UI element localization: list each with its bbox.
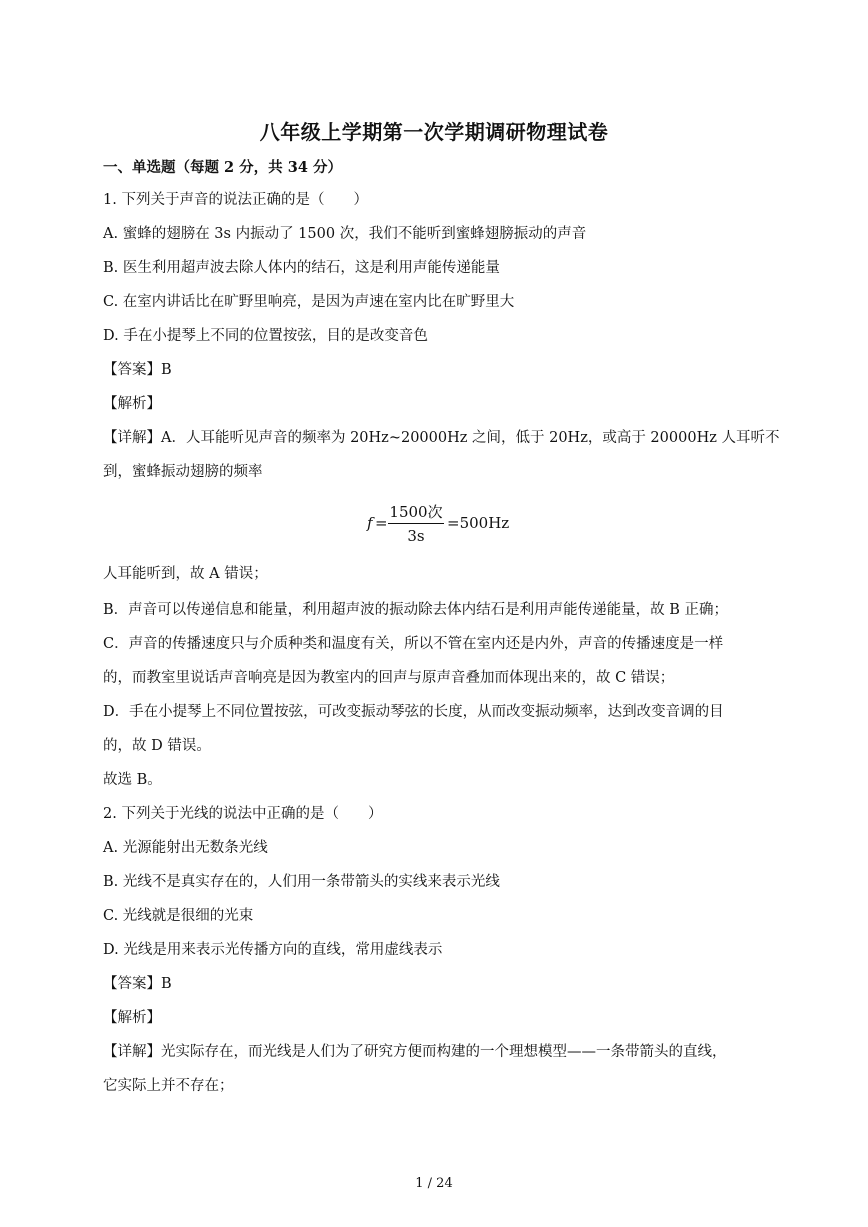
formula-fraction <box>388 502 444 546</box>
formula-variable: f <box>367 514 373 532</box>
question-1-option-b: B. 医生利用超声波去除人体内的结石，这是利用声能传递能量 <box>103 260 500 276</box>
document-title: 八年级上学期第一次学期调研物理试卷 <box>259 120 609 144</box>
question-2-explanation-line: 【详解】光实际存在，而光线是人们为了研究方便而构建的一个理想模型——一条带箭头的直线， <box>103 1044 727 1060</box>
question-1-explanation-line: 【详解】A．人耳能听见声音的频率为 20Hz~20000Hz 之间，低于 20Hz，或高于 20000Hz 人耳听不 <box>103 430 780 446</box>
formula-result: =500Hz <box>447 514 510 532</box>
fraction-bar <box>388 523 444 524</box>
page-number: 1 / 24 <box>415 1176 453 1191</box>
question-1-explanation-line: 的，故 D 错误。 <box>103 738 211 754</box>
formula-denominator: 3s <box>407 527 425 545</box>
question-1-analysis-label: 【解析】 <box>103 396 161 412</box>
question-2-explanation-line: 它实际上并不存在； <box>103 1078 234 1094</box>
question-2-analysis-label: 【解析】 <box>103 1010 161 1026</box>
question-1-option-a: A. 蜜蜂的翅膀在 3s 内振动了 1500 次，我们不能听到蜜蜂翅膀振动的声音 <box>103 226 587 242</box>
question-2-option-c: C. 光线就是很细的光束 <box>103 908 254 924</box>
question-1-explanation-line: 到，蜜蜂振动翅膀的频率 <box>103 464 263 480</box>
question-2-option-b: B. 光线不是真实存在的，人们用一条带箭头的实线来表示光线 <box>103 874 500 890</box>
question-2-option-d: D. 光线是用来表示光传播方向的直线，常用虚线表示 <box>103 942 443 958</box>
question-1-explanation-line: C．声音的传播速度只与介质种类和温度有关，所以不管在室内还是内外，声音的传播速度是一样 <box>103 636 724 652</box>
question-1-explanation-line: B．声音可以传递信息和能量，利用超声波的振动除去体内结石是利用声能传递能量，故 B 正确； <box>103 602 729 618</box>
question-2-stem: 2. 下列关于光线的说法中正确的是（ ） <box>103 806 383 822</box>
section-heading: 一、单选题（每题 2 分，共 34 分） <box>103 159 342 176</box>
question-1-explanation-line: 人耳能听到，故 A 错误； <box>103 566 268 582</box>
question-2-option-a: A. 光源能射出无数条光线 <box>103 840 268 856</box>
formula-equals: = <box>375 514 388 532</box>
question-1-explanation-line: D．手在小提琴上不同位置按弦，可改变振动琴弦的长度，从而改变振动频率，达到改变音调的目 <box>103 704 724 720</box>
question-1-option-c: C. 在室内讲话比在旷野里响亮，是因为声速在室内比在旷野里大 <box>103 294 515 310</box>
question-1-option-d: D. 手在小提琴上不同的位置按弦，目的是改变音色 <box>103 328 428 344</box>
question-1-answer: 【答案】B <box>103 362 172 378</box>
question-1-explanation-line: 的，而教室里说话声音响亮是因为教室内的回声与原声音叠加而体现出来的，故 C 错误； <box>103 670 675 686</box>
question-1-stem: 1. 下列关于声音的说法正确的是（ ） <box>103 192 368 208</box>
question-1-conclusion: 故选 B。 <box>103 772 162 788</box>
question-2-answer: 【答案】B <box>103 976 172 992</box>
formula-numerator: 1500次 <box>389 503 443 521</box>
